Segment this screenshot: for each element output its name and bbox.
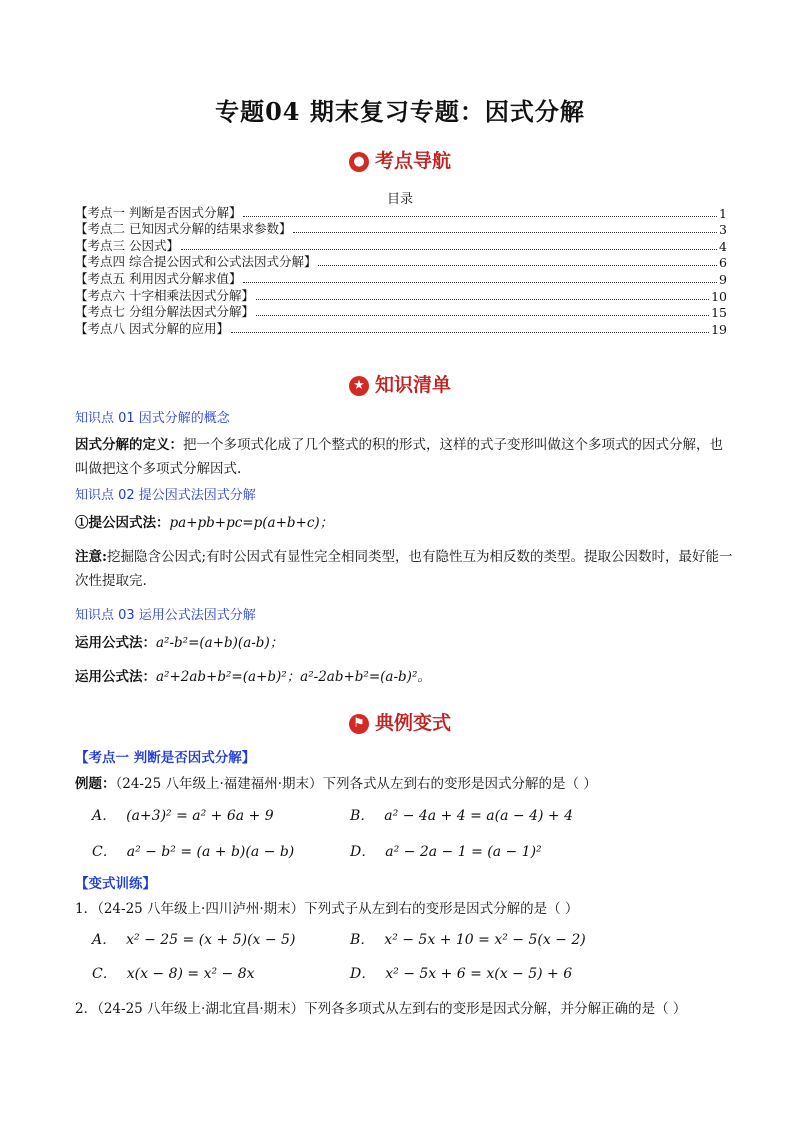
kp2-title: 知识点 02 提公因式法因式分解 [75,488,256,503]
toc-item-page: 19 [711,321,727,337]
practice-q2: 2．（24-25 八年级上·湖北宜昌·期末）下列各多项式从左到右的变形是因式分解，并分解正确的是（ ） [75,1001,687,1017]
kp1-title: 知识点 01 因式分解的概念 [75,411,230,426]
toc-leader [256,299,709,300]
toc-item[interactable] [75,320,727,337]
example-prompt-label: 例题： [75,776,116,792]
toc-leader [181,249,717,250]
toc-leader [243,282,717,283]
knowledge-heading-text: 知识清单 [374,374,451,396]
toc-leader [256,315,709,316]
toc-item-label: 【考点七 分组分解法因式分解】 [75,304,254,320]
star-icon: ★ [349,376,369,396]
example-option-d[interactable]: D． a² − 2a − 1 = (a − 1)² [350,844,542,860]
kp3-formula-line-1 [75,631,735,655]
kp2-note-term: 注意: [75,549,107,565]
kp1-definition [75,433,735,481]
kp3-formula-1: a²-b²=(a+b)(a-b)； [156,635,284,651]
example-section-label: 【考点一 判断是否因式分解】 [75,750,256,766]
q1-option-a[interactable]: A． x² − 25 = (x + 5)(x − 5) [92,932,296,948]
toc-item-page: 6 [719,255,727,271]
toc-item-page: 9 [719,271,727,287]
nav-heading [0,146,800,173]
toc-leader [231,332,709,333]
toc-item-page: 4 [719,238,727,254]
toc-item[interactable] [75,204,727,221]
kp1-text: 把一个多项式化成了几个整式的积的形式，这样的式子变形叫做这个多项式的因式分解，也叫做把这个多项式分解因式. [75,437,723,477]
nav-heading-text: 考点导航 [374,150,451,172]
toc-item[interactable] [75,270,727,287]
kp2-note-text: 挖掘隐含公因式;有时公因式有显性完全相同类型，也有隐性互为相反数的类型。提取公因数时，最好能一次性提取完. [75,549,733,589]
toc-item-label: 【考点一 判断是否因式分解】 [75,204,242,220]
toc-item[interactable] [75,237,727,254]
kp3-term-1: 运用公式法： [75,635,156,651]
toc-leader [293,232,717,233]
toc-item-label: 【考点五 利用因式分解求值】 [75,270,242,286]
page-title: 专题04 期末复习专题：因式分解 [215,97,585,126]
toc-item-page: 10 [711,288,727,304]
flag-icon: ⚑ [349,714,369,734]
kp3-term-2: 运用公式法： [75,669,156,685]
example-option-c[interactable]: C． a² − b² = (a + b)(a − b) [92,844,295,860]
example-prompt [75,772,735,792]
toc-item-page: 3 [719,222,727,238]
example-prompt-text: （24-25 八年级上·福建福州·期末）下列各式从左到右的变形是因式分解的是（ ） [115,776,597,792]
toc-leader [243,216,717,217]
toc-item-page: 1 [719,205,727,221]
example-option-a[interactable]: A． (a+3)² = a² + 6a + 9 [92,808,274,824]
practice-q1: 1．（24-25 八年级上·四川泸州·期末）下列式子从左到右的变形是因式分解的是（ ） [75,901,579,917]
table-of-contents [75,204,727,337]
toc-item[interactable] [75,254,727,271]
kp3-formula-line-2 [75,665,735,689]
toc-leader [318,265,717,266]
toc-item[interactable] [75,221,727,238]
kp3-title: 知识点 03 运用公式法因式分解 [75,608,256,623]
person-icon: ● [349,152,369,172]
examples-heading [0,708,800,735]
toc-item[interactable] [75,287,727,304]
toc-item-page: 15 [711,305,727,321]
kp2-note [75,545,735,593]
examples-heading-text: 典例变式 [374,712,451,734]
q1-option-c[interactable]: C． x(x − 8) = x² − 8x [92,966,255,982]
q1-option-d[interactable]: D． x² − 5x + 6 = x(x − 5) + 6 [350,966,573,982]
kp2-formula: pa+pb+pc=p(a+b+c)； [169,515,334,531]
toc-item-label: 【考点六 十字相乘法因式分解】 [75,287,254,303]
kp3-formula-2: a²+2ab+b²=(a+b)²；a²-2ab+b²=(a-b)²。 [156,669,431,685]
toc-item-label: 【考点二 已知因式分解的结果求参数】 [75,221,292,237]
q1-option-b[interactable]: B． x² − 5x + 10 = x² − 5(x − 2) [350,932,586,948]
kp2-formula-line [75,511,735,535]
toc-item-label: 【考点三 公因式】 [75,237,179,253]
example-option-b[interactable]: B． a² − 4a + 4 = a(a − 4) + 4 [350,808,574,824]
toc-item-label: 【考点八 因式分解的应用】 [75,320,229,336]
toc-item[interactable] [75,304,727,321]
kp1-term: 因式分解的定义： [75,437,183,453]
toc-title: 目录 [386,192,413,207]
practice-label: 【变式训练】 [75,876,156,892]
kp2-term: ①提公因式法： [75,515,170,531]
knowledge-heading [0,370,800,397]
toc-item-label: 【考点四 综合提公因式和公式法因式分解】 [75,254,317,270]
